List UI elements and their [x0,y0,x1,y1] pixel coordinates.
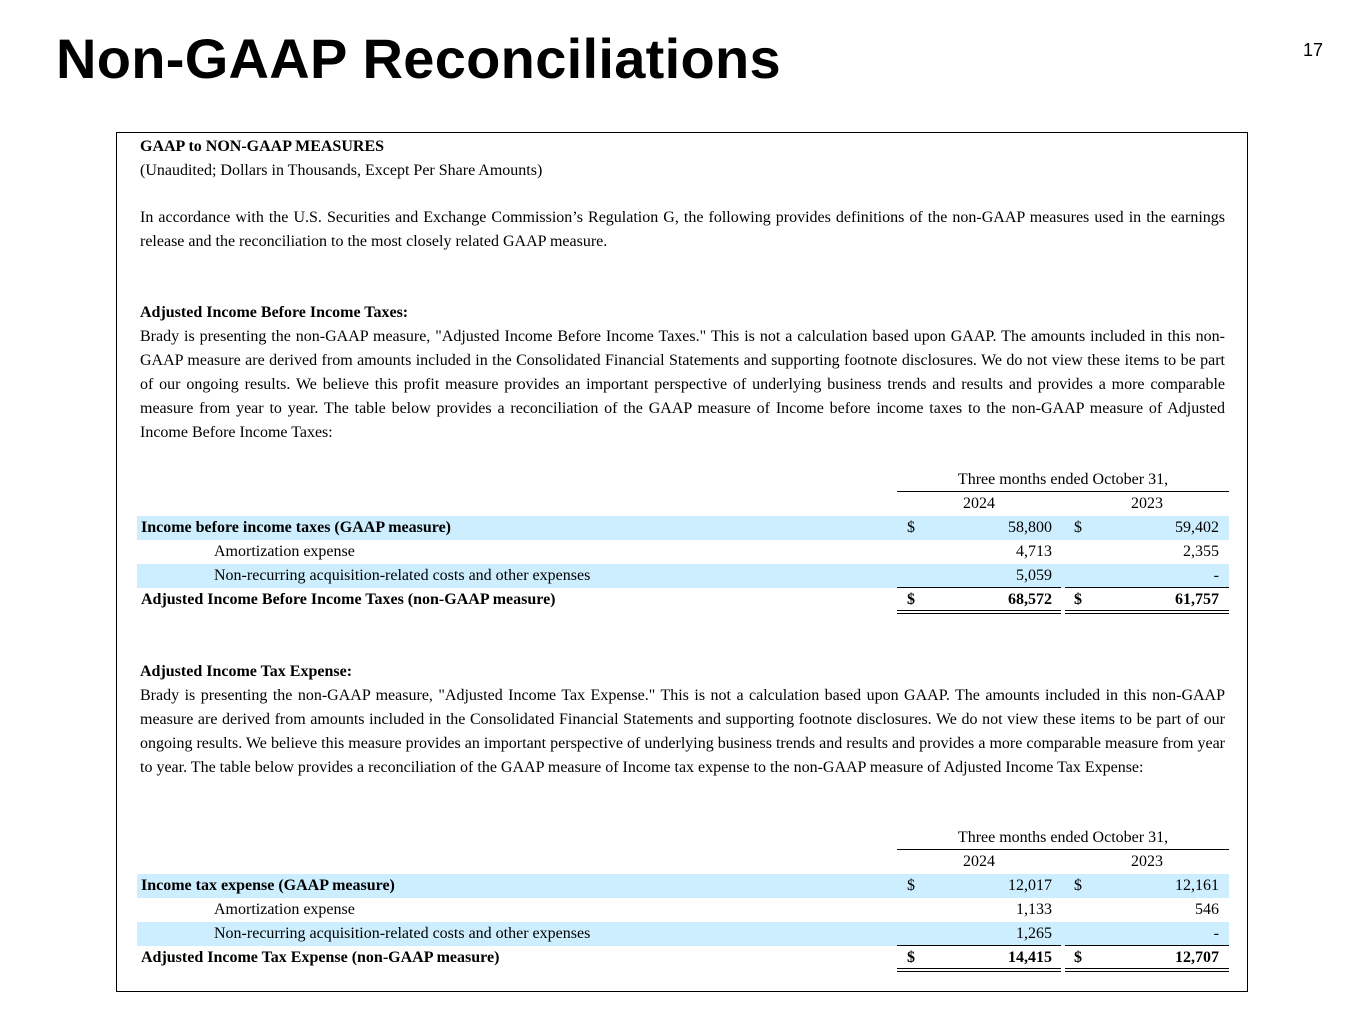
row-label: Non-recurring acquisition-related costs and other expenses [214,567,591,584]
value-2024: 1,133 [1016,901,1052,918]
table-row [137,564,1229,588]
row-label: Adjusted Income Before Income Taxes (non-GAAP measure) [141,591,556,608]
row-label: Adjusted Income Tax Expense (non-GAAP measure) [141,949,500,966]
currency-symbol: $ [907,877,915,894]
row-label: Amortization expense [214,543,355,560]
table-row [137,516,1229,540]
value-2024: 14,415 [1008,949,1052,966]
section-heading: GAAP to NON-GAAP MEASURES [140,138,385,155]
value-2023: 61,757 [1175,591,1219,608]
section-subheading: (Unaudited; Dollars in Thousands, Except Per Share Amounts) [140,162,543,179]
table-row-total [137,946,1229,970]
currency-symbol: $ [1074,519,1082,536]
tax-year-2024: 2024 [963,853,995,870]
table-row-total [137,588,1229,612]
value-2023: - [1213,925,1219,942]
table-row [137,874,1229,898]
table-row [137,540,1229,564]
row-label: Income before income taxes (GAAP measure) [141,519,451,536]
table-row [137,898,1229,922]
currency-symbol: $ [907,949,915,966]
tax-heading: Adjusted Income Tax Expense: [140,663,353,680]
currency-symbol: $ [1074,877,1082,894]
value-2024: 68,572 [1008,591,1052,608]
value-2023: 546 [1195,901,1219,918]
value-2023: 2,355 [1183,543,1219,560]
row-label: Income tax expense (GAAP measure) [141,877,395,894]
pretax-heading: Adjusted Income Before Income Taxes: [140,304,409,321]
total-double-rule [897,968,1061,972]
total-double-rule [1065,610,1229,614]
row-label: Amortization expense [214,901,355,918]
tax-paragraph: Brady is presenting the non-GAAP measure, "Adjusted Income Tax Expense." This is not a calculation based upon GAAP. The amounts included in this non-GAAP measure are derived from amounts included in the Consolidated Financial Statements and supporting footnote disclosures. We do not view these items to be part of our ongoing results. We believe this measure provides an important perspective of underlying business trends and results and provides a more comparable measure from year to year. The table below provides a reconciliation of the GAAP measure of Income tax expense to the non-GAAP measure of Adjusted Income Tax Expense: [140,687,1225,776]
intro-paragraph: In accordance with the U.S. Securities and Exchange Commission’s Regulation G, the following provides definitions of the non-GAAP measures used in the earnings release and the reconciliation to the most closely related GAAP measure. [140,209,1225,250]
pretax-paragraph: Brady is presenting the non-GAAP measure, "Adjusted Income Before Income Taxes." This is not a calculation based upon GAAP. The amounts included in this non-GAAP measure are derived from amounts included in the Consolidated Financial Statements and supporting footnote disclosures. We do not view these items to be part of our ongoing results. We believe this profit measure provides an important perspective of underlying business trends and results and provides a more comparable measure from year to year. The table below provides a reconciliation of the GAAP measure of Income before income taxes to the non-GAAP measure of Adjusted Income Before Income Taxes: [140,328,1225,441]
currency-symbol: $ [907,519,915,536]
currency-symbol: $ [1074,591,1082,608]
value-2024: 58,800 [1008,519,1052,536]
value-2023: 12,707 [1175,949,1219,966]
tax-year-2023: 2023 [1131,853,1163,870]
pretax-year-2023: 2023 [1131,495,1163,512]
currency-symbol: $ [1074,949,1082,966]
page-number: 17 [1303,40,1324,60]
tax-period-header: Three months ended October 31, [957,829,1169,846]
table-row [137,922,1229,946]
value-2023: 12,161 [1175,877,1219,894]
page-title: Non-GAAP Reconciliations [56,27,781,90]
value-2024: 4,713 [1016,543,1052,560]
value-2023: 59,402 [1175,519,1219,536]
value-2024: 5,059 [1016,567,1052,584]
pretax-period-header: Three months ended October 31, [957,471,1169,488]
reconciliation-panel [116,132,1248,992]
row-label: Non-recurring acquisition-related costs and other expenses [214,925,591,942]
value-2024: 1,265 [1016,925,1052,942]
value-2024: 12,017 [1008,877,1052,894]
total-double-rule [897,610,1061,614]
value-2023: - [1213,567,1219,584]
total-double-rule [1065,968,1229,972]
pretax-year-2024: 2024 [963,495,995,512]
currency-symbol: $ [907,591,915,608]
